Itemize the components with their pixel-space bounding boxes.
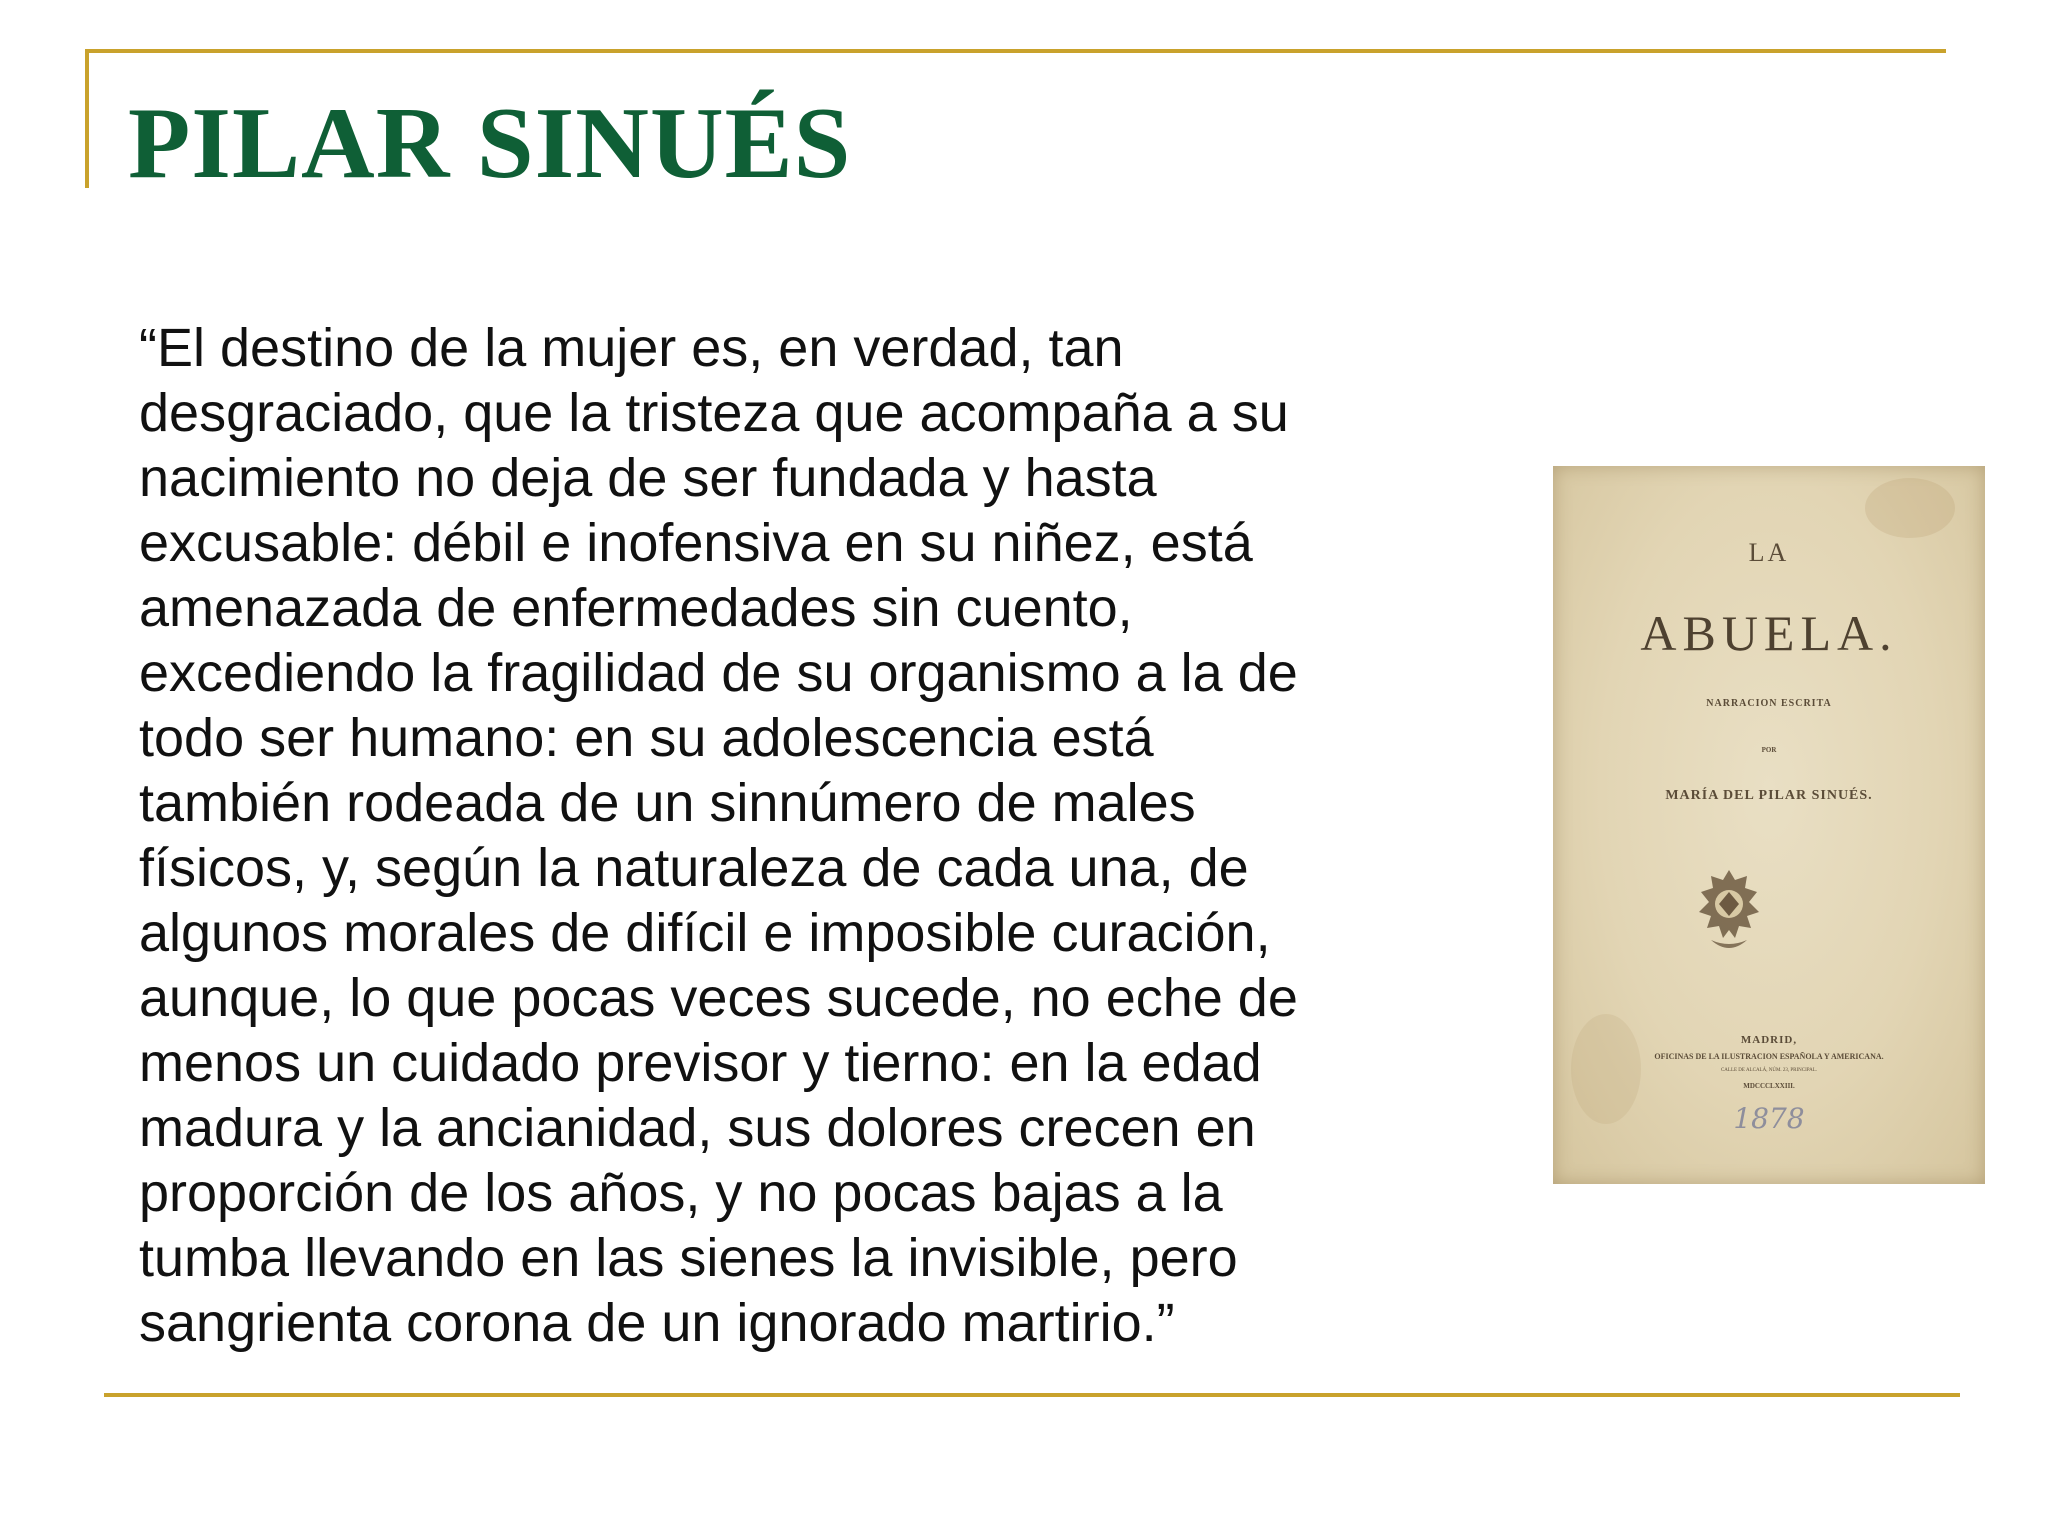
cover-city: MADRID, xyxy=(1740,1034,1798,1046)
quote-line: todo ser humano: en su adolescencia está xyxy=(139,708,1154,768)
cover-handwritten-note: 1878 xyxy=(1733,1102,1805,1135)
printer-emblem-icon xyxy=(1689,866,1769,956)
quote-line: nacimiento no deja de ser fundada y hasta xyxy=(139,448,1157,508)
cover-by: POR xyxy=(1761,746,1777,754)
cover-article: LA xyxy=(1748,538,1790,567)
book-cover-image xyxy=(1553,466,1985,1184)
quote-line: físicos, y, según la naturaleza de cada una, de xyxy=(139,838,1249,898)
cover-title: ABUELA. xyxy=(1640,605,1898,661)
quote-line: menos un cuidado previsor y tierno: en la edad xyxy=(139,1033,1262,1093)
cover-author: MARÍA DEL PILAR SINUÉS. xyxy=(1665,788,1873,803)
cover-publisher: OFICINAS DE LA ILUSTRACION ESPAÑOLA Y AMERICANA. xyxy=(1654,1052,1884,1061)
quote-line: excediendo la fragilidad de su organismo a la de xyxy=(139,643,1298,703)
cover-year: MDCCCLXXIII. xyxy=(1743,1082,1795,1090)
quote-line: desgraciado, que la tristeza que acompaña a su xyxy=(139,383,1289,443)
slide-title: PILAR SINUÉS xyxy=(128,87,852,200)
quote-line: tumba llevando en las sienes la invisible, pero xyxy=(139,1228,1238,1288)
quote-line: también rodeada de un sinnúmero de males xyxy=(139,773,1196,833)
quote-line: sangrienta corona de un ignorado martirio.” xyxy=(139,1293,1175,1353)
left-gold-rule xyxy=(85,49,89,188)
quote-line: “El destino de la mujer es, en verdad, tan xyxy=(139,318,1124,378)
top-gold-rule xyxy=(85,49,1946,53)
cover-address: CALLE DE ALCALÁ, NÚM. 23, PRINCIPAL. xyxy=(1720,1068,1818,1073)
quote-line: aunque, lo que pocas veces sucede, no eche de xyxy=(139,968,1298,1028)
bottom-gold-rule xyxy=(104,1393,1960,1397)
quote-line: amenazada de enfermedades sin cuento, xyxy=(139,578,1133,638)
quote-line: madura y la ancianidad, sus dolores crecen en xyxy=(139,1098,1256,1158)
quote-line: proporción de los años, y no pocas bajas a la xyxy=(139,1163,1223,1223)
quote-line: algunos morales de difícil e imposible curación, xyxy=(139,903,1271,963)
quote-text xyxy=(139,316,1459,1356)
cover-subtitle: NARRACION ESCRITA xyxy=(1706,698,1832,709)
quote-line: excusable: débil e inofensiva en su niñez, está xyxy=(139,513,1253,573)
paper-stain xyxy=(1865,478,1955,538)
